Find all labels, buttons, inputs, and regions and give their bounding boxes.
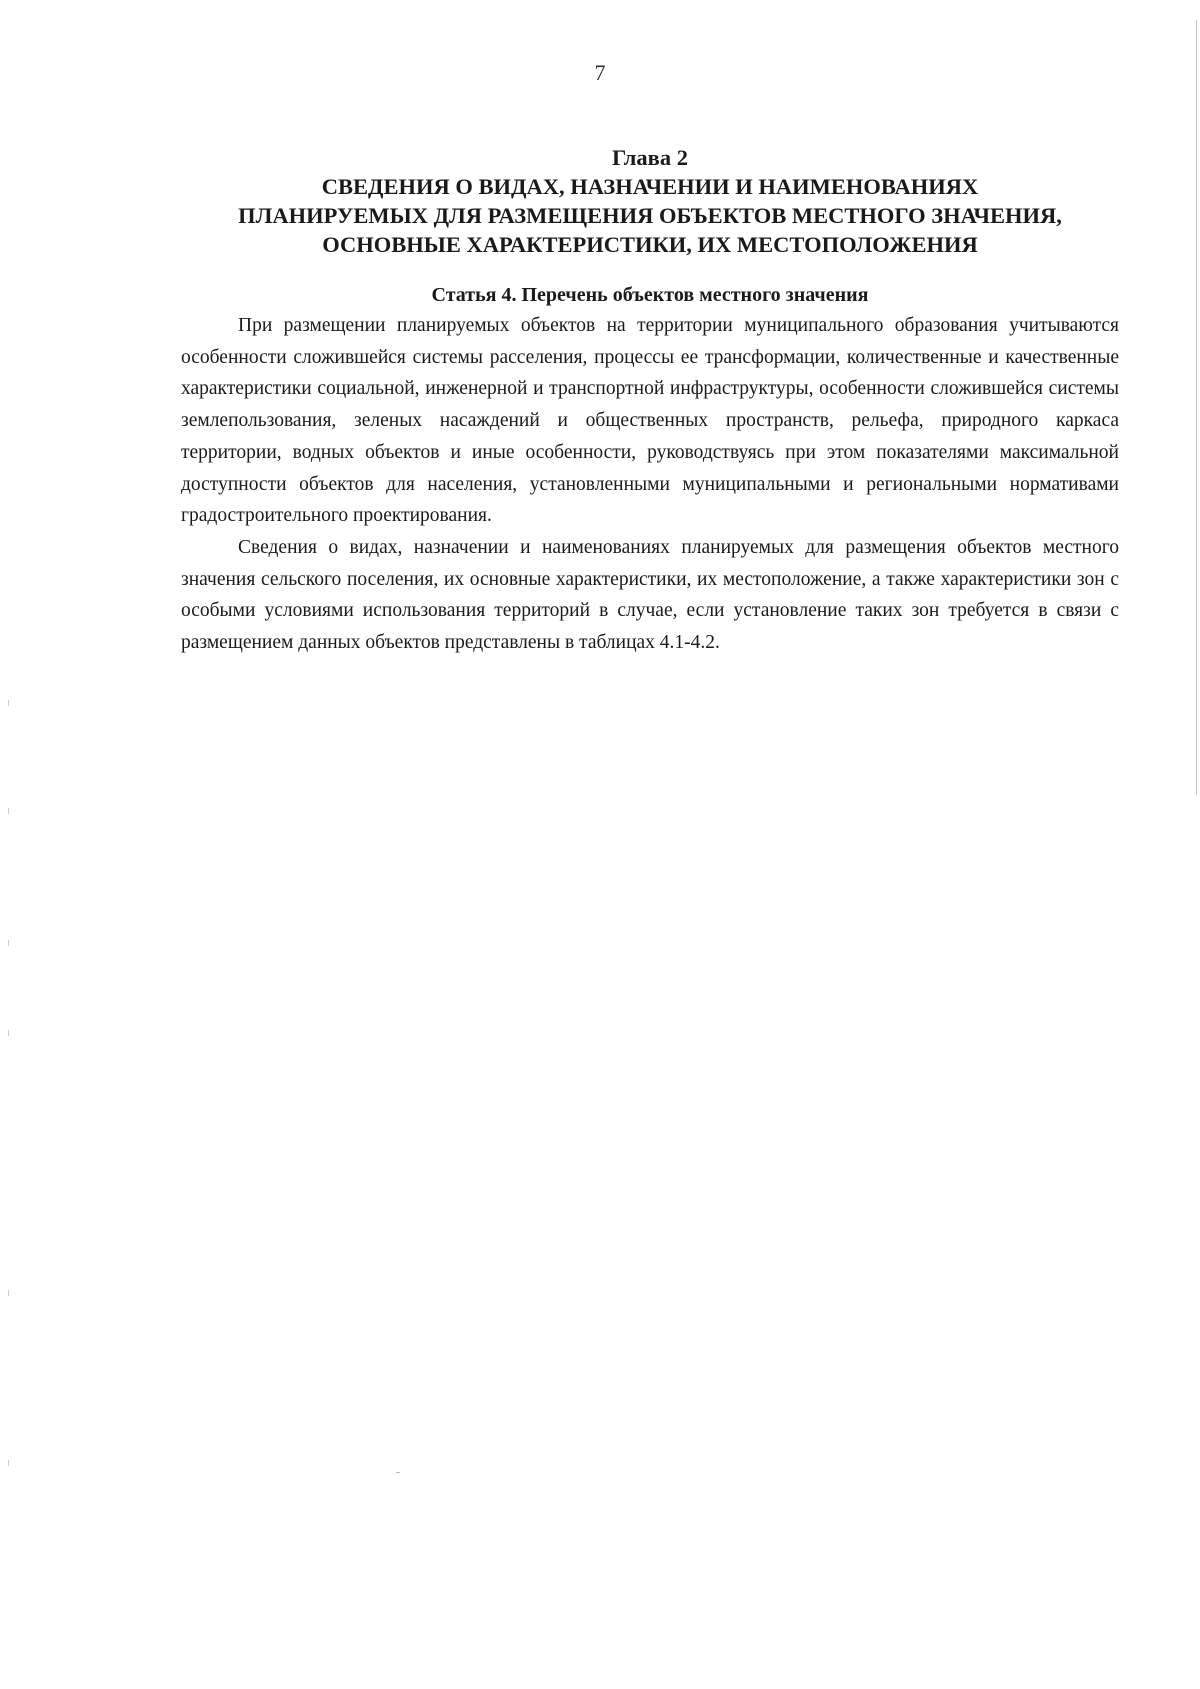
article-body	[181, 310, 1119, 659]
article-paragraph-1: При размещении планируемых объектов на территории муниципального образования учитываются особенности сложившейся системы расселения, процессы ее трансформации, количественные и качественные характеристики социальной, инженерной и транспортной инфраструктуры, особенности сложившейся системы землепользования, зеленых насаждений и общественных пространств, рельефа, природного каркаса территории, водных объектов и иные особенности, руководствуясь при этом показателями максимальной доступности объектов для населения, установленными муниципальными и региональными нормативами градостроительного проектирования.	[181, 315, 1119, 527]
scan-speck	[396, 1472, 400, 1473]
scan-margin-marks	[8, 700, 10, 1600]
article-paragraph-2: Сведения о видах, назначении и наименованиях планируемых для размещения объектов местного значения сельского поселения, их основные характеристики, их местоположение, а также характеристики зон с особыми условиями использования территорий в случае, если установление таких зон требуется в связи с размещением данных объектов представлены в таблицах 4.1-4.2.	[181, 536, 1119, 654]
chapter-title-line-1: СВЕДЕНИЯ О ВИДАХ, НАЗНАЧЕНИИ И НАИМЕНОВАНИЯХ	[321, 174, 979, 199]
chapter-heading	[180, 143, 1120, 259]
chapter-title-line-3: ОСНОВНЫЕ ХАРАКТЕРИСТИКИ, ИХ МЕСТОПОЛОЖЕНИЯ	[322, 232, 978, 257]
chapter-label: Глава 2	[612, 145, 688, 170]
chapter-title-line-2: ПЛАНИРУЕМЫХ ДЛЯ РАЗМЕЩЕНИЯ ОБЪЕКТОВ МЕСТНОГО ЗНАЧЕНИЯ,	[238, 203, 1062, 228]
page-number: 7	[594, 60, 606, 85]
article-title: Статья 4. Перечень объектов местного значения	[431, 284, 869, 306]
scan-edge-line	[1196, 20, 1197, 795]
